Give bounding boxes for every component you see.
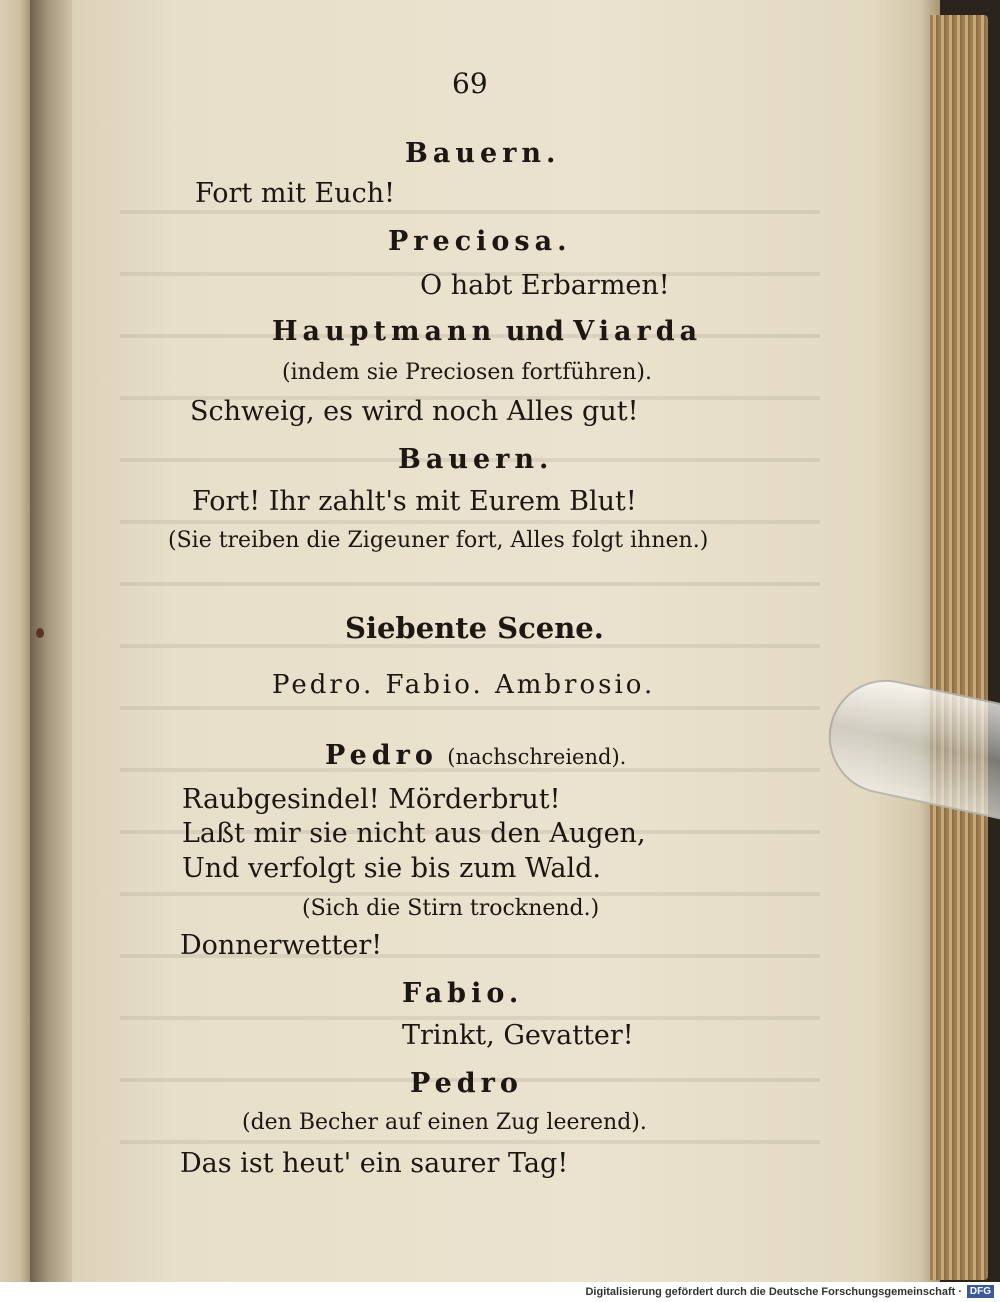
verse-line: Laßt mir sie nicht aus den Augen, [182,818,646,849]
speaker-fabio: Fabio. [402,978,524,1009]
verse-line: Schweig, es wird noch Alles gut! [190,396,639,427]
stage-direction-inline: (nachschreiend). [447,745,627,769]
verse-line: O habt Erbarmen! [420,270,670,301]
scene-characters: Pedro. Fabio. Ambrosio. [272,670,656,700]
speaker-viarda: Viarda [573,316,703,347]
stage-direction: (Sich die Stirn trocknend.) [302,896,600,921]
verse-line: Und verfolgt sie bis zum Wald. [182,853,601,884]
speaker-bauern-1: Bauern. [405,138,561,169]
speaker-preciosa: Preciosa. [388,226,572,257]
ink-spot [36,628,44,638]
page-edges-stack [930,15,988,1280]
page-number: 69 [452,67,488,100]
verse-line: Donnerwetter! [180,930,383,961]
speaker-bauern-2: Bauern. [398,444,554,475]
speaker-pedro-2: Pedro [410,1068,523,1099]
footer-credit: Digitalisierung gefördert durch die Deutsche Forschungsgemeinschaft · [585,1286,962,1298]
speaker-pedro-1 [325,742,626,769]
verse-line: Raubgesindel! Mörderbrut! [182,784,561,815]
speaker-pedro: Pedro [325,740,438,771]
scene-heading: Siebente Scene. [345,611,604,645]
stage-direction: (Sie treiben die Zigeuner fort, Alles folgt ihnen.) [168,528,709,553]
speaker-hauptmann-viarda [272,318,702,345]
speaker-hauptmann: Hauptmann [272,316,497,347]
verse-line: Fort mit Euch! [195,178,395,209]
book-spine-shadow [30,0,78,1282]
stage-direction: (indem sie Preciosen fortführen). [282,360,653,385]
verse-line: Das ist heut' ein saurer Tag! [180,1148,569,1179]
dfg-logo-icon: DFG [967,1285,994,1298]
stage-direction: (den Becher auf einen Zug leerend). [242,1110,647,1135]
verse-line: Fort! Ihr zahlt's mit Eurem Blut! [192,486,637,517]
speaker-conjunction: und [505,316,564,347]
verse-line: Trinkt, Gevatter! [402,1020,634,1051]
